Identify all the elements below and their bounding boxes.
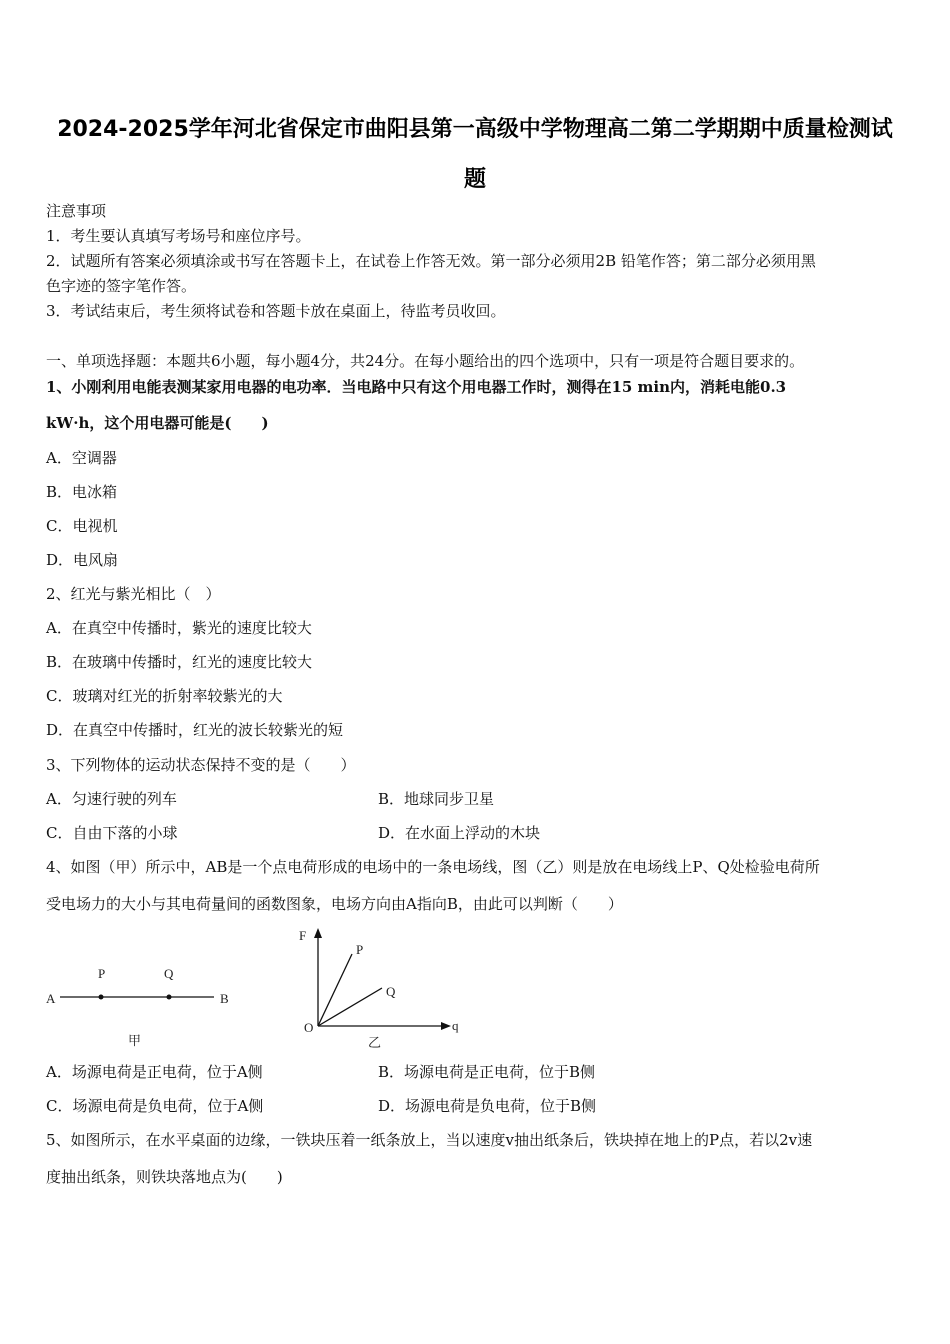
q2-option: D．在真空中传播时，红光的波长较紫光的短 xyxy=(46,721,344,739)
q3-option: C．自由下落的小球 xyxy=(46,824,178,842)
exam-title-line2: 题 xyxy=(463,167,486,192)
q1-option: C．电视机 xyxy=(46,517,118,535)
notice-heading: 注意事项 xyxy=(46,202,107,220)
q1-stem: 1、小刚利用电能表测某家用电器的电功率．当电路中只有这个用电器工作时，测得在15 min内，消耗电能0.3 xyxy=(46,378,787,396)
q4-stem: 4、如图（甲）所示中，AB是一个点电荷形成的电场中的一条电场线，图（乙）则是放在电场线上P、Q处检验电荷所 xyxy=(46,858,820,876)
label-a: A xyxy=(46,991,56,1006)
figure-field-line xyxy=(40,955,250,1050)
label-q: Q xyxy=(164,966,174,981)
figure-f-q-graph xyxy=(290,920,470,1052)
q2-option: C．玻璃对红光的折射率较紫光的大 xyxy=(46,687,283,705)
label-p: P xyxy=(98,966,106,981)
point-q-dot xyxy=(167,995,172,1000)
notice-item: 3．考试结束后，考生须将试卷和答题卡放在桌面上，待监考员收回。 xyxy=(46,302,506,320)
q1-option: A．空调器 xyxy=(46,449,117,467)
q1-option: D．电风扇 xyxy=(46,551,119,569)
q3-option: A．匀速行驶的列车 xyxy=(46,790,177,808)
notice-item: 1．考生要认真填写考场号和座位序号。 xyxy=(46,227,311,245)
f-axis-arrow-icon xyxy=(314,928,322,938)
q2-option: A．在真空中传播时，紫光的速度比较大 xyxy=(46,619,312,637)
label-line-q: Q xyxy=(386,984,396,999)
notice-item: 色字迹的签字笔作答。 xyxy=(46,277,197,295)
q-axis-arrow-icon xyxy=(441,1022,451,1030)
q4-option: D．场源电荷是负电荷，位于B侧 xyxy=(378,1097,597,1115)
q5-stem: 5、如图所示，在水平桌面的边缘，一铁块压着一纸条放上，当以速度v抽出纸条后，铁块掉在地上的P点，若以2v速 xyxy=(46,1131,813,1149)
label-b: B xyxy=(220,991,229,1006)
notice-item: 2．试题所有答案必须填涂或书写在答题卡上，在试卷上作答无效。第一部分必须用2B 铅笔作答；第二部分必须用黑 xyxy=(46,252,816,270)
q1-option: B．电冰箱 xyxy=(46,483,118,501)
q2-stem: 2、红光与紫光相比（ ） xyxy=(46,585,221,603)
q3-option: B．地球同步卫星 xyxy=(378,790,495,808)
exam-title-line1: 2024-2025学年河北省保定市曲阳县第一高级中学物理高二第二学期期中质量检测试 xyxy=(57,117,893,142)
label-origin: O xyxy=(304,1020,314,1035)
q3-stem: 3、下列物体的运动状态保持不变的是（ ） xyxy=(46,756,356,774)
label-f: F xyxy=(299,928,307,943)
point-p-dot xyxy=(99,995,104,1000)
q3-option: D．在水面上浮动的木块 xyxy=(378,824,541,842)
q2-option: B．在玻璃中传播时，红光的速度比较大 xyxy=(46,653,313,671)
section-heading: 一、单项选择题：本题共6小题，每小题4分，共24分。在每小题给出的四个选项中，只有一项是符合题目要求的。 xyxy=(46,352,805,370)
q4-option: A．场源电荷是正电荷，位于A侧 xyxy=(46,1063,263,1081)
label-q-axis: q xyxy=(452,1018,459,1033)
label-line-p: P xyxy=(356,942,364,957)
q1-stem: kW·h，这个用电器可能是( ) xyxy=(46,414,269,432)
q4-stem: 受电场力的大小与其电荷量间的函数图象，电场方向由A指向B，由此可以判断（ ） xyxy=(46,895,623,913)
q5-stem: 度抽出纸条，则铁块落地点为( ) xyxy=(46,1168,283,1186)
caption-yi: 乙 xyxy=(368,1035,382,1050)
q4-option: C．场源电荷是负电荷，位于A侧 xyxy=(46,1097,264,1115)
caption-jia: 甲 xyxy=(128,1033,142,1048)
q4-option: B．场源电荷是正电荷，位于B侧 xyxy=(378,1063,596,1081)
